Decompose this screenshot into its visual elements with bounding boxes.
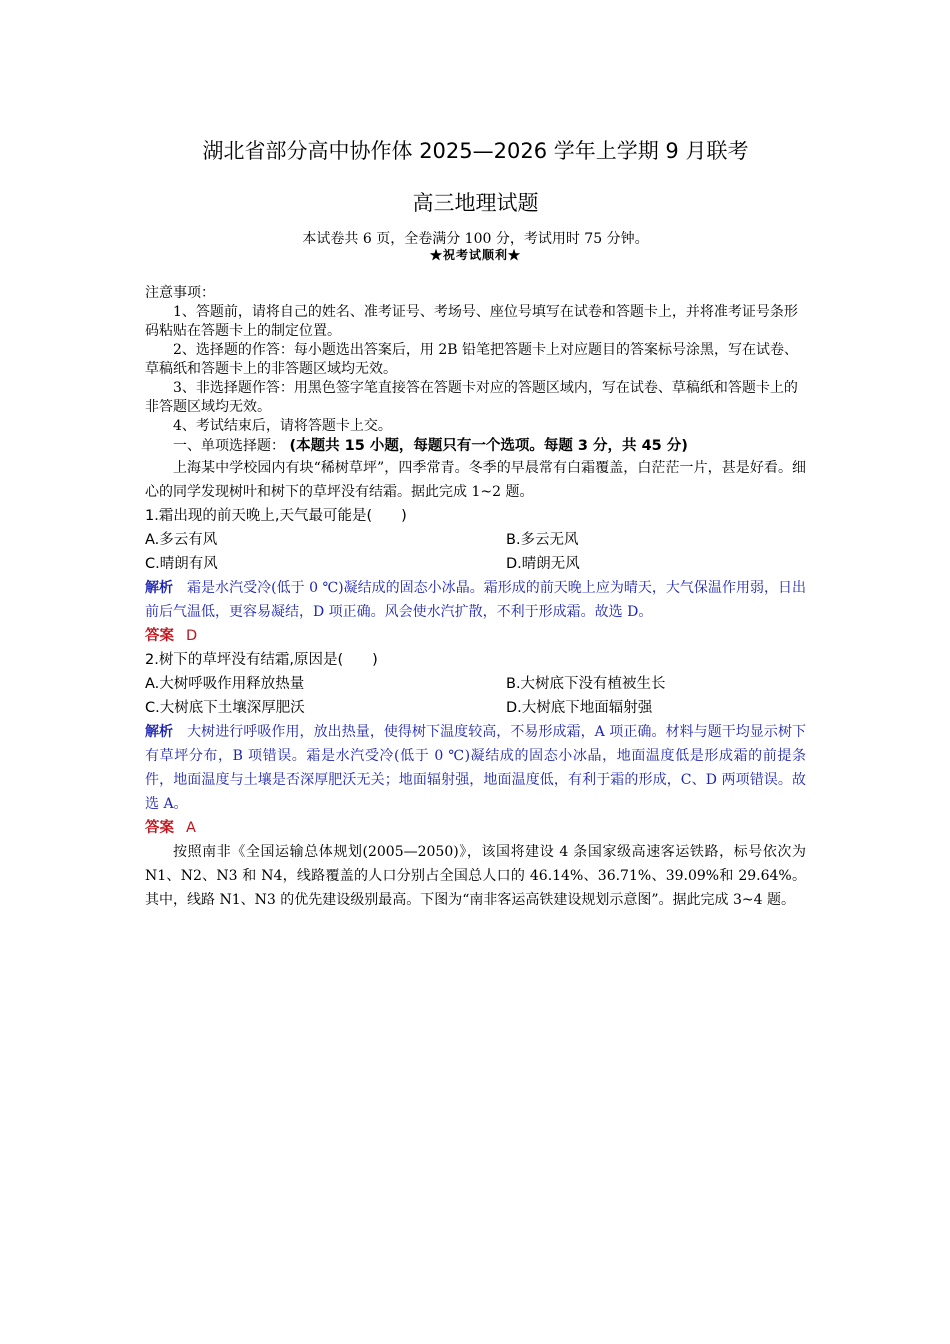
analysis-label: 解析: [145, 580, 174, 596]
section-label: 一、单项选择题：: [173, 438, 285, 454]
answer-value: A: [186, 820, 196, 836]
notice-item: 3、非选择题作答：用黑色签字笔直接答在答题卡对应的答题区域内，写在试卷、草稿纸和答题卡上的非答题区域均无效。: [145, 380, 798, 415]
option-c: C.大树底下土壤深厚肥沃: [145, 700, 305, 716]
exam-subtitle: 高三地理试题: [412, 191, 539, 215]
notice-item: 4、考试结束后，请将答题卡上交。: [173, 418, 392, 434]
material-1: 上海某中学校园内有块“稀树草坪”，四季常青。冬季的早晨常有白霜覆盖，白茫茫一片，甚是好看。细心的同学发现树叶和树下的草坪没有结霜。据此完成 1~2 题。: [145, 460, 806, 500]
exam-page: [145, 130, 806, 912]
question-2: [145, 648, 806, 840]
question-1-options-row: [145, 552, 806, 576]
question-1-stem: 1.霜出现的前天晚上,天气最可能是( ): [145, 508, 407, 524]
answer-label: 答案: [145, 820, 174, 836]
material-2: 按照南非《全国运输总体规划(2005—2050)》，该国将建设 4 条国家级高速客运铁路，标号依次为 N1、N2、N3 和 N4，线路覆盖的人口分别占全国总人口的 46.14%、36.71%、39.09%和 29.64%。其中，线路 N1、N3 的优先建设级别最高。下图为“南非客运高铁建设规划示意图”。据此完成 3~4 题。: [145, 844, 806, 908]
question-1: [145, 504, 806, 648]
notice-heading: 注意事项：: [145, 285, 215, 301]
analysis-text: 大树进行呼吸作用，放出热量，使得树下温度较高，不易形成霜，A 项正确。材料与题干均显示树下有草坪分布，B 项错误。霜是水汽受冷(低于 0 ℃)凝结成的固态小冰晶，地面温度低是形成霜的前提条件，地面温度与土壤是否深厚肥沃无关；地面辐射强，地面温度低，有利于霜的形成，C、D 两项错误。故选 A。: [145, 724, 806, 812]
section-note: (本题共 15 小题，每题只有一个选项。每题 3 分，共 45 分): [289, 438, 688, 454]
exam-title: 湖北省部分高中协作体 2025—2026 学年上学期 9 月联考: [202, 139, 749, 163]
option-d: D.晴朗无风: [506, 556, 580, 572]
analysis-text: 霜是水汽受冷(低于 0 ℃)凝结成的固态小冰晶。霜形成的前天晚上应为晴天，大气保温作用弱，日出前后气温低，更容易凝结，D 项正确。风会使水汽扩散，不利于形成霜。故选 D。: [145, 580, 807, 620]
analysis-label: 解析: [145, 724, 174, 740]
question-2-answer: [145, 816, 806, 840]
option-d: D.大树底下地面辐射强: [506, 700, 653, 716]
notice-block: [145, 284, 806, 436]
notice-item: 2、选择题的作答：每小题选出答案后，用 2B 铅笔把答题卡上对应题目的答案标号涂黑，写在试卷、草稿纸和答题卡上的非答题区域均无效。: [145, 342, 799, 377]
question-2-options-row: [145, 672, 806, 696]
question-2-options-row: [145, 696, 806, 720]
option-b: B.大树底下没有植被生长: [506, 676, 666, 692]
question-2-analysis: [145, 720, 806, 816]
answer-value: D: [186, 628, 198, 644]
answer-label: 答案: [145, 628, 174, 644]
question-1-options-row: [145, 528, 806, 552]
option-b: B.多云无风: [506, 532, 579, 548]
exam-info: 本试卷共 6 页，全卷满分 100 分，考试用时 75 分钟。: [302, 231, 649, 247]
option-a: A.大树呼吸作用释放热量: [145, 676, 305, 692]
question-1-answer: [145, 624, 806, 648]
exam-motto: ★祝考试顺利★: [429, 248, 521, 262]
section-heading: [145, 436, 806, 456]
option-a: A.多云有风: [145, 532, 218, 548]
notice-item: 1、答题前，请将自己的姓名、准考证号、考场号、座位号填写在试卷和答题卡上，并将准考证号条形码粘贴在答题卡上的制定位置。: [145, 304, 798, 339]
question-1-analysis: [145, 576, 806, 624]
option-c: C.晴朗有风: [145, 556, 218, 572]
question-2-stem: 2.树下的草坪没有结霜,原因是( ): [145, 652, 378, 668]
